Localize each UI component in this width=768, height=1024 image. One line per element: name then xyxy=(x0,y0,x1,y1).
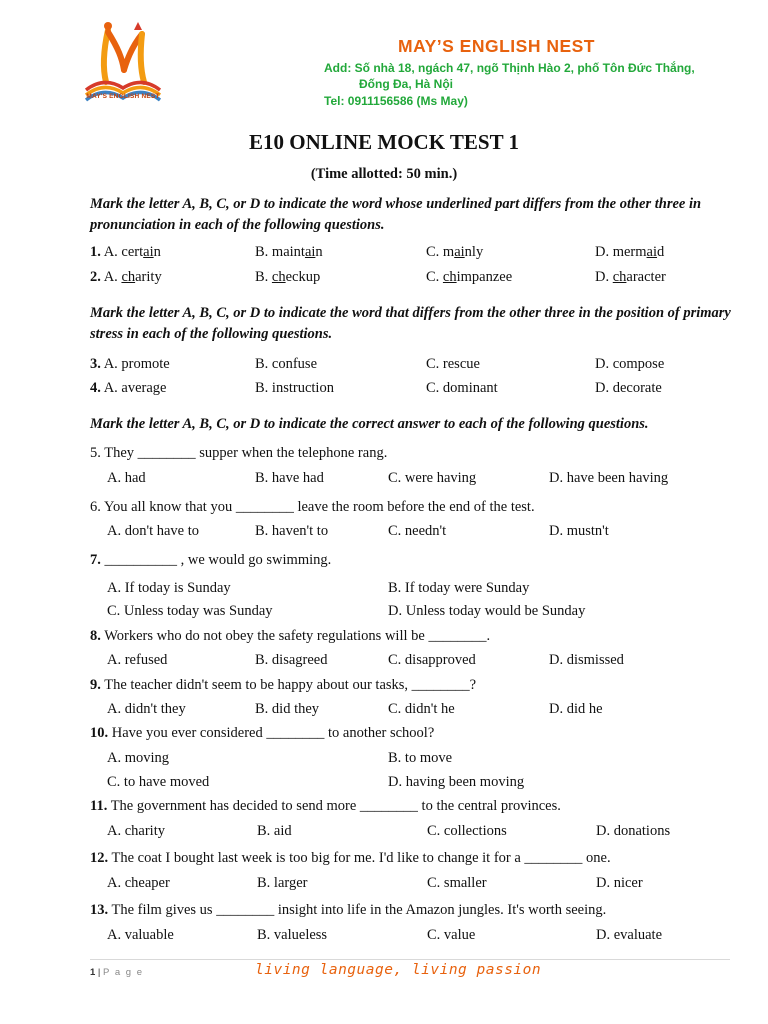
question-8-stem: 8. Workers who do not obey the safety regulations will be ________. xyxy=(90,628,491,644)
option-2b: B. checkup xyxy=(255,269,321,285)
question-number: 8. xyxy=(90,628,101,644)
question-1 xyxy=(90,244,740,264)
option-2c: C. chimpanzee xyxy=(426,269,513,285)
option-5b: B. have had xyxy=(255,470,324,486)
option-13d: D. evaluate xyxy=(596,927,663,943)
question-5-stem: 5. They ________ supper when the telephone rang. xyxy=(90,445,388,461)
telephone: Tel: 0911156586 (Ms May) xyxy=(324,94,468,108)
option-2a: A. charity xyxy=(103,269,162,285)
option-11b: B. aid xyxy=(257,823,292,839)
option-7b: B. If today were Sunday xyxy=(388,580,530,596)
question-number: 11. xyxy=(90,798,108,814)
option-5d: D. have been having xyxy=(549,470,669,486)
option-11a: A. charity xyxy=(107,823,165,839)
option-7a: A. If today is Sunday xyxy=(107,580,231,596)
option-10c: C. to have moved xyxy=(107,774,210,790)
question-7-stem: 7. __________ , we would go swimming. xyxy=(90,552,332,568)
option-8a: A. refused xyxy=(107,652,168,668)
option-10b: B. to move xyxy=(388,750,453,766)
footer-slogan: living language, living passion xyxy=(255,962,542,978)
page-number: 1 | P a g e xyxy=(90,967,144,978)
question-9-stem: 9. The teacher didn't seem to be happy about our tasks, ________? xyxy=(90,677,477,693)
option-1a: A. certain xyxy=(103,244,161,260)
question-9-options xyxy=(90,701,740,721)
question-number: 13. xyxy=(90,902,109,918)
option-6a: A. don't have to xyxy=(107,523,200,539)
option-3d: D. compose xyxy=(595,356,665,372)
question-10-options-row2 xyxy=(90,774,740,794)
section1-instruction: Mark the letter A, B, C, or D to indicate the word whose underlined part differs from the other three in pronunciation in each of the following questions. xyxy=(90,196,702,233)
question-13-stem: 13. The film gives us ________ insight into life in the Amazon jungles. It's worth seeing. xyxy=(90,902,607,918)
question-number: 4. xyxy=(90,380,101,396)
option-2d: D. character xyxy=(595,269,666,285)
option-12c: C. smaller xyxy=(427,875,487,891)
option-4b: B. instruction xyxy=(255,380,334,396)
option-7c: C. Unless today was Sunday xyxy=(107,603,273,619)
footer-divider xyxy=(90,959,730,960)
option-12d: D. nicer xyxy=(596,875,643,891)
option-8b: B. disagreed xyxy=(255,652,328,668)
option-6c: C. needn't xyxy=(388,523,447,539)
option-4c: C. dominant xyxy=(426,380,498,396)
option-1d: D. mermaid xyxy=(595,244,665,260)
option-5a: A. had xyxy=(107,470,146,486)
question-number: 7. xyxy=(90,552,101,568)
option-9c: C. didn't he xyxy=(388,701,455,717)
question-6-stem: 6. You all know that you ________ leave the room before the end of the test. xyxy=(90,499,535,515)
question-7-options-row2 xyxy=(90,603,740,623)
question-12-stem: 12. The coat I bought last week is too big for me. I'd like to change it for a ________ one. xyxy=(90,850,611,866)
question-13-options xyxy=(90,927,740,947)
option-10a: A. moving xyxy=(107,750,170,766)
question-10-stem: 10. Have you ever considered ________ to another school? xyxy=(90,725,435,741)
option-13b: B. valueless xyxy=(257,927,328,943)
address-line-1: Add: Số nhà 18, ngách 47, ngõ Thịnh Hào 2, phố Tôn Đức Thắng, xyxy=(324,61,695,75)
test-title: E10 ONLINE MOCK TEST 1 xyxy=(249,130,519,154)
question-number: 9. xyxy=(90,677,101,693)
question-4 xyxy=(90,380,740,400)
question-8-options xyxy=(90,652,740,672)
question-2 xyxy=(90,269,740,289)
option-9b: B. did they xyxy=(255,701,320,717)
question-12-options xyxy=(90,875,740,895)
question-7-options-row1 xyxy=(90,580,740,600)
option-4d: D. decorate xyxy=(595,380,662,396)
option-4a: A. average xyxy=(103,380,167,396)
option-8c: C. disapproved xyxy=(388,652,476,668)
question-11-options xyxy=(90,823,740,843)
address-line-2: Đống Đa, Hà Nội xyxy=(359,77,454,91)
option-13a: A. valuable xyxy=(107,927,174,943)
question-3 xyxy=(90,356,740,376)
option-5c: C. were having xyxy=(388,470,477,486)
option-13c: C. value xyxy=(427,927,476,943)
question-10-options-row1 xyxy=(90,750,740,770)
option-11c: C. collections xyxy=(427,823,507,839)
option-6d: D. mustn't xyxy=(549,523,609,539)
question-number: 1. xyxy=(90,244,101,260)
section3-instruction: Mark the letter A, B, C, or D to indicate the correct answer to each of the following questions. xyxy=(90,416,649,432)
logo-caption: MAY'S ENGLISH NEST xyxy=(86,93,160,100)
section2-instruction: Mark the letter A, B, C, or D to indicate the word that differs from the other three in the position of primary stress in each of the following questions. xyxy=(90,305,731,342)
question-number: 10. xyxy=(90,725,109,741)
option-7d: D. Unless today would be Sunday xyxy=(388,603,586,619)
brand-name: MAY’S ENGLISH NEST xyxy=(398,36,595,56)
option-3c: C. rescue xyxy=(426,356,480,372)
question-number: 3. xyxy=(90,356,101,372)
option-12a: A. cheaper xyxy=(107,875,170,891)
option-9d: D. did he xyxy=(549,701,603,717)
option-3b: B. confuse xyxy=(255,356,318,372)
question-6-options xyxy=(90,523,740,543)
option-1c: C. mainly xyxy=(426,244,484,260)
question-number: 12. xyxy=(90,850,109,866)
question-5-options xyxy=(90,470,740,490)
option-3a: A. promote xyxy=(103,356,170,372)
question-11-stem: 11. The government has decided to send more ________ to the central provinces. xyxy=(90,798,561,814)
time-allotted: (Time allotted: 50 min.) xyxy=(310,166,458,182)
option-11d: D. donations xyxy=(596,823,671,839)
option-1b: B. maintain xyxy=(255,244,323,260)
option-9a: A. didn't they xyxy=(107,701,186,717)
option-8d: D. dismissed xyxy=(549,652,624,668)
option-10d: D. having been moving xyxy=(388,774,525,790)
question-number: 2. xyxy=(90,269,101,285)
option-6b: B. haven't to xyxy=(255,523,329,539)
option-12b: B. larger xyxy=(257,875,308,891)
